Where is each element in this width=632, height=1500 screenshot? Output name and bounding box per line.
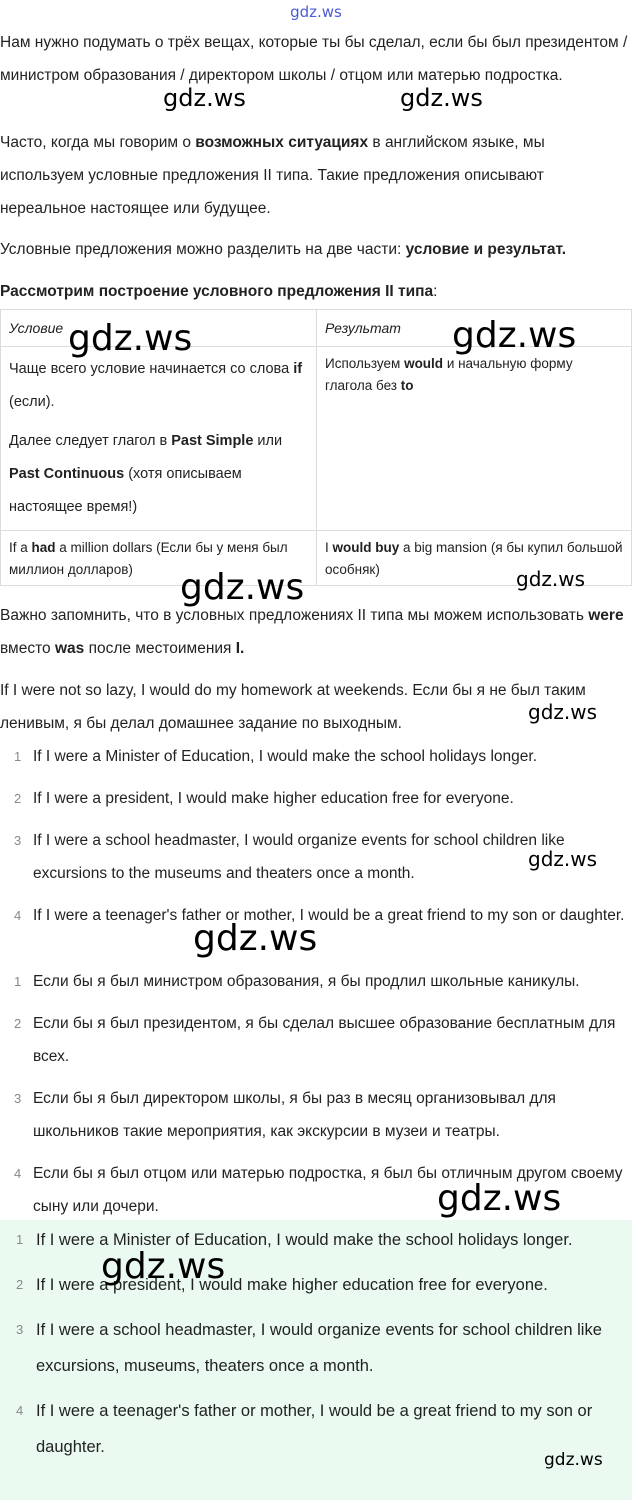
bold-phrase: возможных ситуациях	[195, 134, 369, 151]
condition-if-text: Чаще всего условие начинается со слова if (если).	[9, 361, 303, 410]
list-item: 1 Если бы я был министром образования, я бы продлил школьные каникулы.	[14, 973, 580, 990]
list-item: 1 If I were a Minister of Education, I would make the school holidays longer.	[14, 748, 538, 765]
were-note-paragraph: Важно запомнить, что в условных предложениях II типа мы можем использовать were вместо was после местоимения I.	[0, 607, 624, 657]
list-item: 2 Если бы я был президентом, я бы сделал высшее образование бесплатным для всех.	[14, 1015, 616, 1065]
table-row	[1, 347, 632, 531]
bold-phrase: условие и результат.	[405, 241, 567, 258]
watermark-text: gdz.ws	[180, 567, 305, 608]
watermark-text: gdz.ws	[516, 567, 586, 591]
watermark-text: gdz.ws	[400, 84, 483, 112]
table-cell-condition	[1, 347, 317, 531]
example-sentence: If I were not so lazy, I would do my homework at weekends. Если бы я не был таким ленивым, я бы делал домашнее задание по выходным.	[0, 682, 586, 732]
table-cell-result	[317, 347, 632, 531]
list-item: 3 If I were a school headmaster, I would organize events for school children like excursions, museums, theaters once a month.	[16, 1321, 602, 1375]
list-item: 4 Если бы я был отцом или матерью подростка, я был бы отличным другом своему сыну или дочери.	[14, 1165, 623, 1215]
watermark-text: gdz.ws	[101, 1246, 226, 1287]
list-item: 3 If I were a school headmaster, I would organize events for school children like excursions to the museums and theaters once a month.	[14, 832, 565, 882]
result-rule-text: Используем would и начальную форму глагола без to	[325, 356, 573, 393]
site-watermark-top: gdz.ws	[290, 3, 342, 21]
example-condition-text: If a had a million dollars (Если бы у меня был миллион долларов)	[9, 540, 288, 577]
conditional-explanation: Часто, когда мы говорим о возможных ситуациях в английском языке, мы используем условные предложения II типа. Такие предложения описывают нереальное настоящее или будущее.	[0, 134, 545, 217]
list-item: 2 If I were a president, I would make higher education free for everyone.	[14, 790, 514, 807]
watermark-text: gdz.ws	[68, 318, 193, 359]
condition-verb-text: Далее следует глагол в Past Simple или Past Continuous (хотя описываем настоящее время!)	[9, 433, 283, 515]
list-item: 3 Если бы я был директором школы, я бы раз в месяц организовывал для школьников такие мероприятия, как экскурсии в музеи и театры.	[14, 1090, 556, 1140]
watermark-text: gdz.ws	[193, 918, 318, 959]
intro-paragraph: Нам нужно подумать о трёх вещах, которые ты бы сделал, если бы был президентом / министром образования / директором школы / отцом или матерью подростка.	[0, 34, 628, 84]
example-result-text: I would buy a big mansion (я бы купил большой особняк)	[325, 540, 623, 577]
watermark-text: gdz.ws	[528, 700, 598, 724]
table-header-result: Результат	[317, 310, 632, 347]
parts-paragraph: Условные предложения можно разделить на две части: условие и результат.	[0, 241, 567, 258]
list-item: 4 If I were a teenager's father or mother, I would be a great friend to my son or daughter.	[16, 1402, 593, 1456]
watermark-text: gdz.ws	[163, 84, 246, 112]
list-item: 1 If I were a Minister of Education, I would make the school holidays longer.	[16, 1231, 573, 1249]
list-item: 4 If I were a teenager's father or mother, I would be a great friend to my son or daughter.	[14, 907, 625, 924]
list-item: 2 If I were a president, I would make higher education free for everyone.	[16, 1276, 548, 1294]
table-header-condition: Условие	[1, 310, 317, 347]
answer-list-highlighted	[0, 1222, 632, 1465]
answer-list-english	[0, 740, 632, 932]
construction-heading: Рассмотрим построение условного предложения II типа:	[0, 283, 438, 300]
watermark-text: gdz.ws	[452, 315, 577, 356]
watermark-text: gdz.ws	[437, 1178, 562, 1219]
watermark-text: gdz.ws	[544, 1450, 603, 1470]
watermark-text: gdz.ws	[528, 847, 598, 871]
